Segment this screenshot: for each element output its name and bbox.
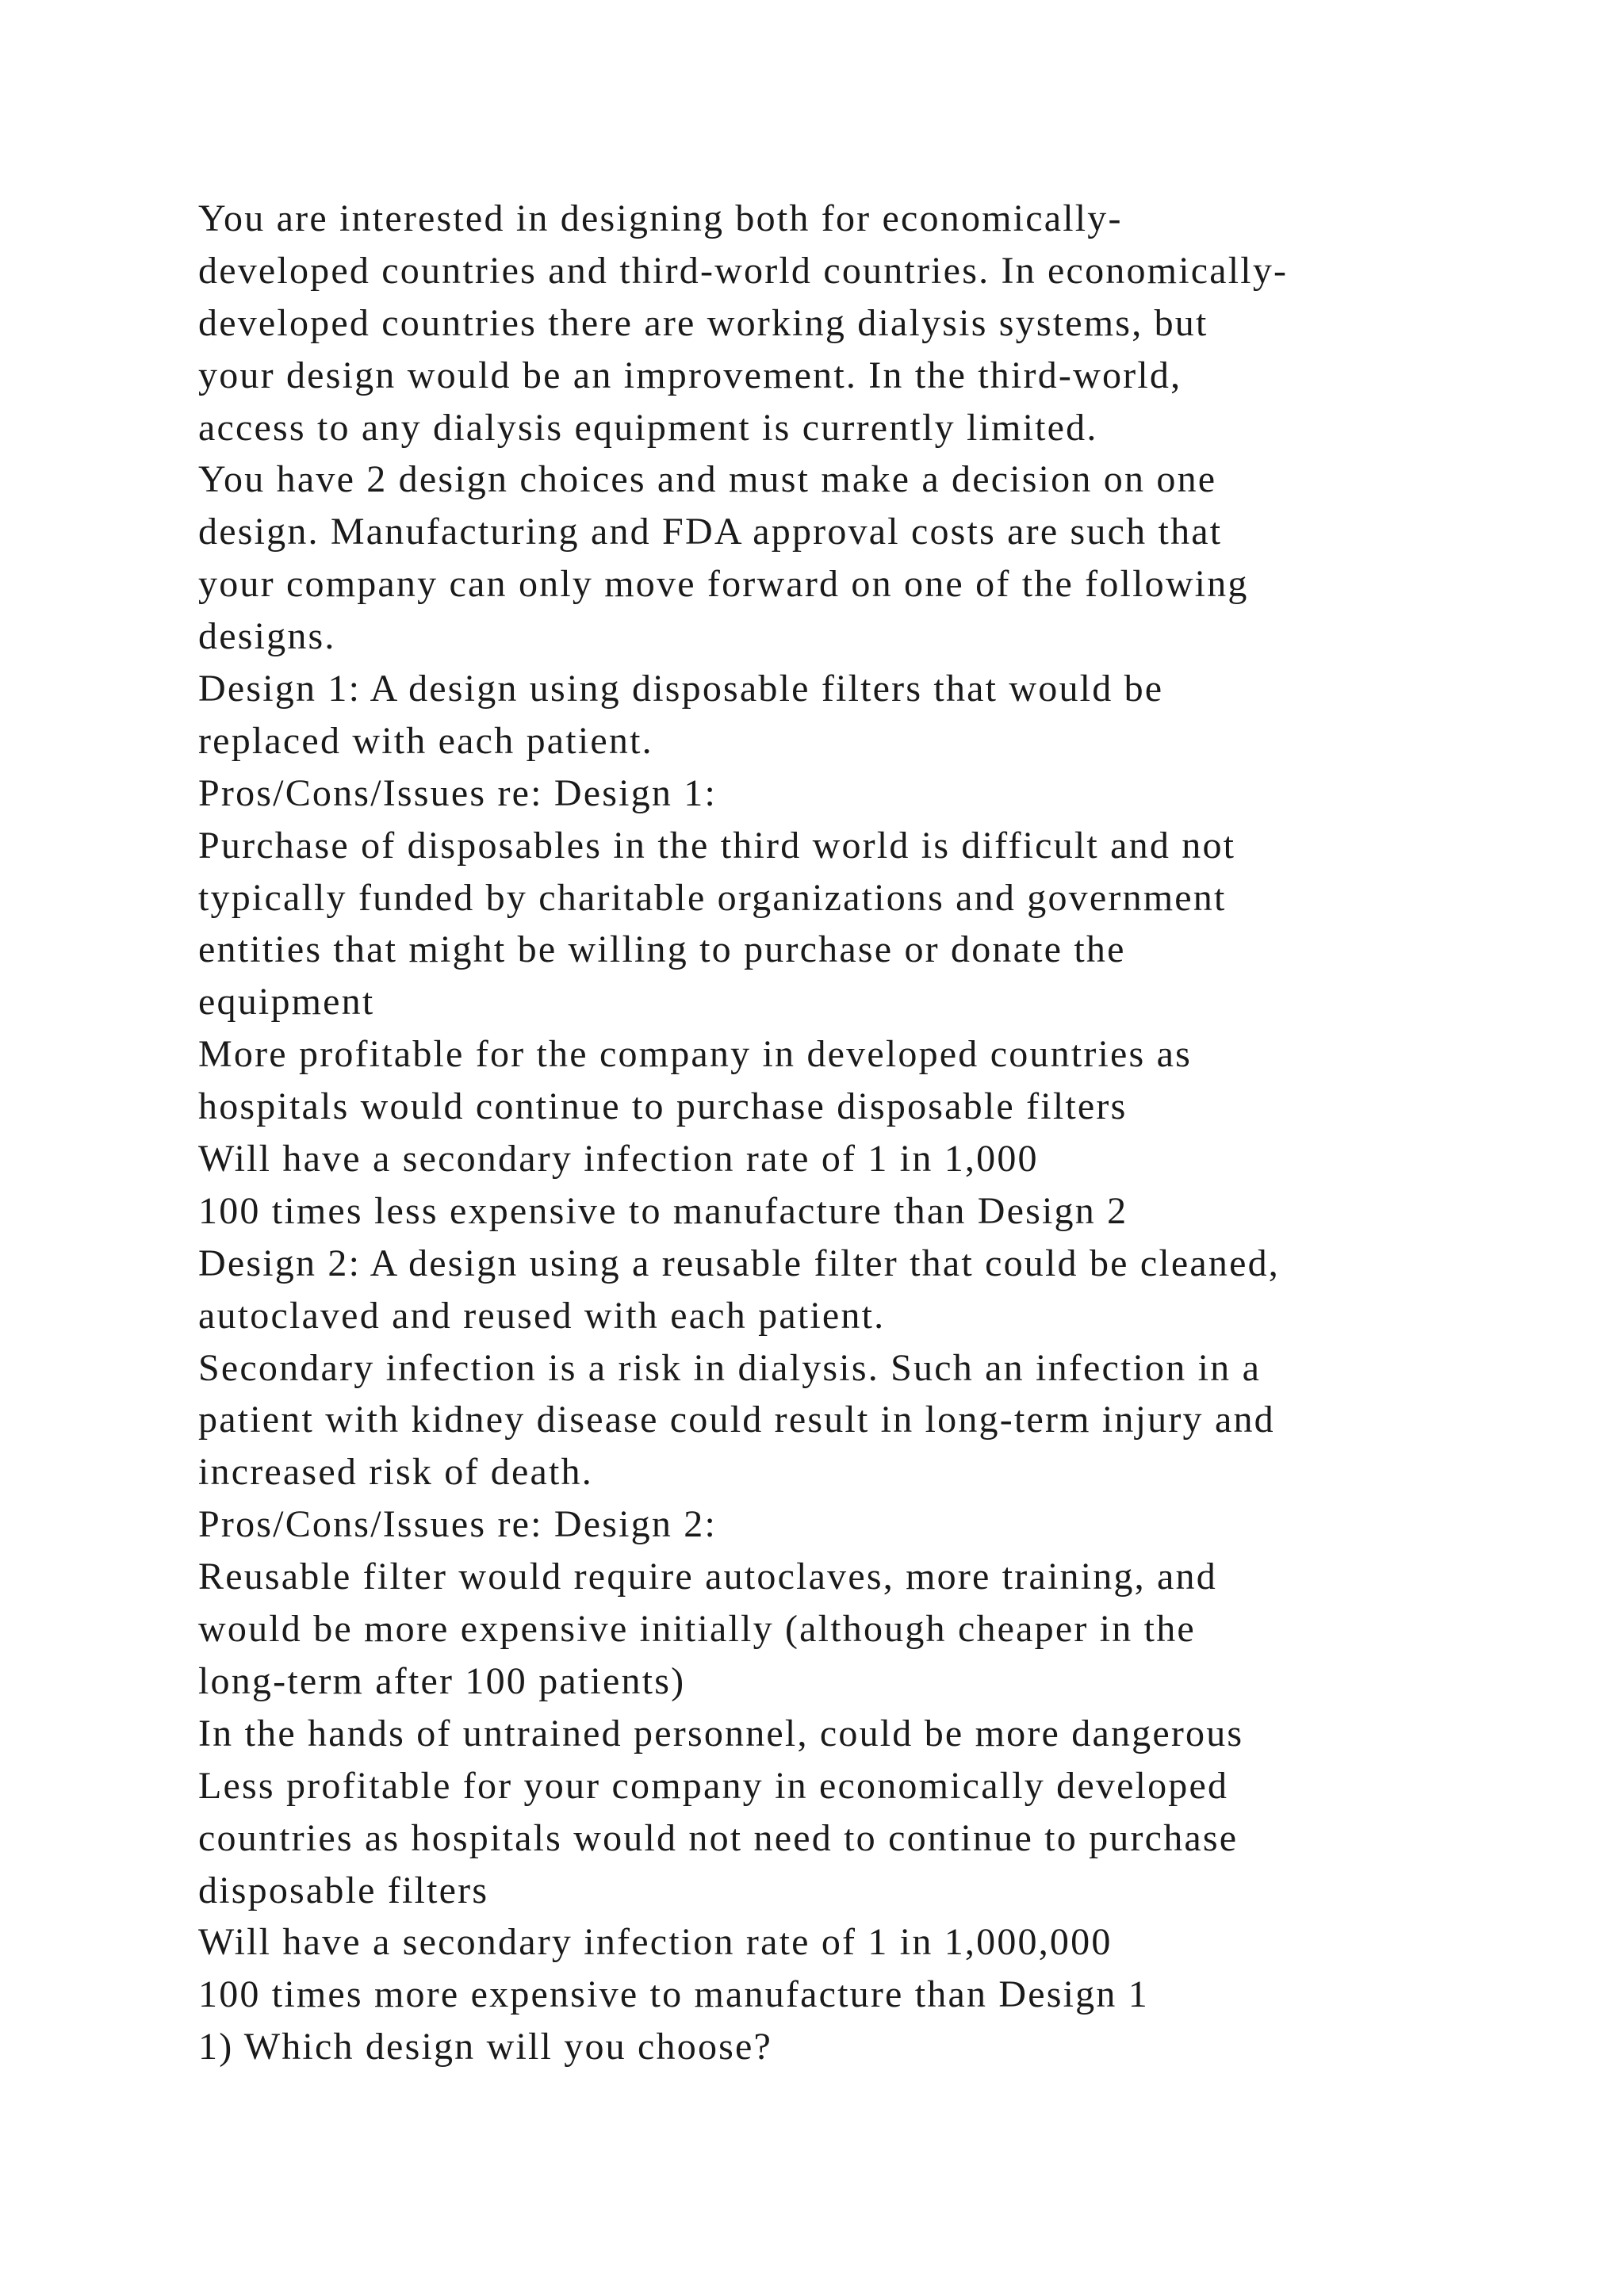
document-line: your design would be an improvement. In the third-world, (198, 354, 1182, 396)
document-line: long-term after 100 patients) (198, 1659, 686, 1702)
document-line: In the hands of untrained personnel, could be more dangerous (198, 1712, 1244, 1755)
document-line: Secondary infection is a risk in dialysis. Such an infection in a (198, 1346, 1262, 1389)
document-line: Purchase of disposables in the third world is difficult and not (198, 824, 1236, 867)
document-line: patient with kidney disease could result in long-term injury and (198, 1399, 1275, 1441)
document-line: access to any dialysis equipment is currently limited. (198, 406, 1098, 449)
document-line: Design 1: A design using disposable filters that would be (198, 668, 1164, 710)
document-line: Reusable filter would require autoclaves, more training, and (198, 1556, 1217, 1598)
document-line: 100 times more expensive to manufacture than Design 1 (198, 1973, 1149, 2016)
document-line: Less profitable for your company in economically developed (198, 1764, 1229, 1807)
document-line: More profitable for the company in developed countries as (198, 1033, 1193, 1076)
document-line: designs. (198, 615, 336, 658)
document-line: typically funded by charitable organizations and government (198, 876, 1227, 919)
document-line: Will have a secondary infection rate of 1 in 1,000 (198, 1138, 1039, 1181)
document-line: You are interested in designing both for economically- (198, 197, 1123, 239)
document-line: equipment (198, 981, 375, 1024)
document-line: entities that might be willing to purchase or donate the (198, 928, 1126, 971)
document-line: Pros/Cons/Issues re: Design 1: (198, 771, 717, 814)
document-line: increased risk of death. (198, 1451, 593, 1494)
document-line: Pros/Cons/Issues re: Design 2: (198, 1503, 717, 1546)
document-line: 100 times less expensive to manufacture than Design 2 (198, 1189, 1128, 1232)
document-line: disposable filters (198, 1869, 489, 1911)
document-line: countries as hospitals would not need to continue to purchase (198, 1816, 1239, 1859)
document-line: Will have a secondary infection rate of 1 in 1,000,000 (198, 1921, 1113, 1964)
document-body (198, 193, 1451, 2073)
document-line: replaced with each patient. (198, 719, 653, 762)
document-line: would be more expensive initially (although cheaper in the (198, 1608, 1196, 1651)
document-line: 1) Which design will you choose? (198, 2026, 773, 2068)
document-line: developed countries and third-world countries. In economically- (198, 249, 1289, 292)
document-line: autoclaved and reused with each patient. (198, 1294, 886, 1337)
document-line: design. Manufacturing and FDA approval costs are such that (198, 511, 1223, 553)
document-line: You have 2 design choices and must make a decision on one (198, 458, 1217, 501)
document-line: your company can only move forward on one of the following (198, 563, 1249, 606)
document-line: hospitals would continue to purchase disposable filters (198, 1085, 1128, 1128)
document-line: developed countries there are working dialysis systems, but (198, 301, 1208, 344)
document-line: Design 2: A design using a reusable filter that could be cleaned, (198, 1242, 1280, 1284)
